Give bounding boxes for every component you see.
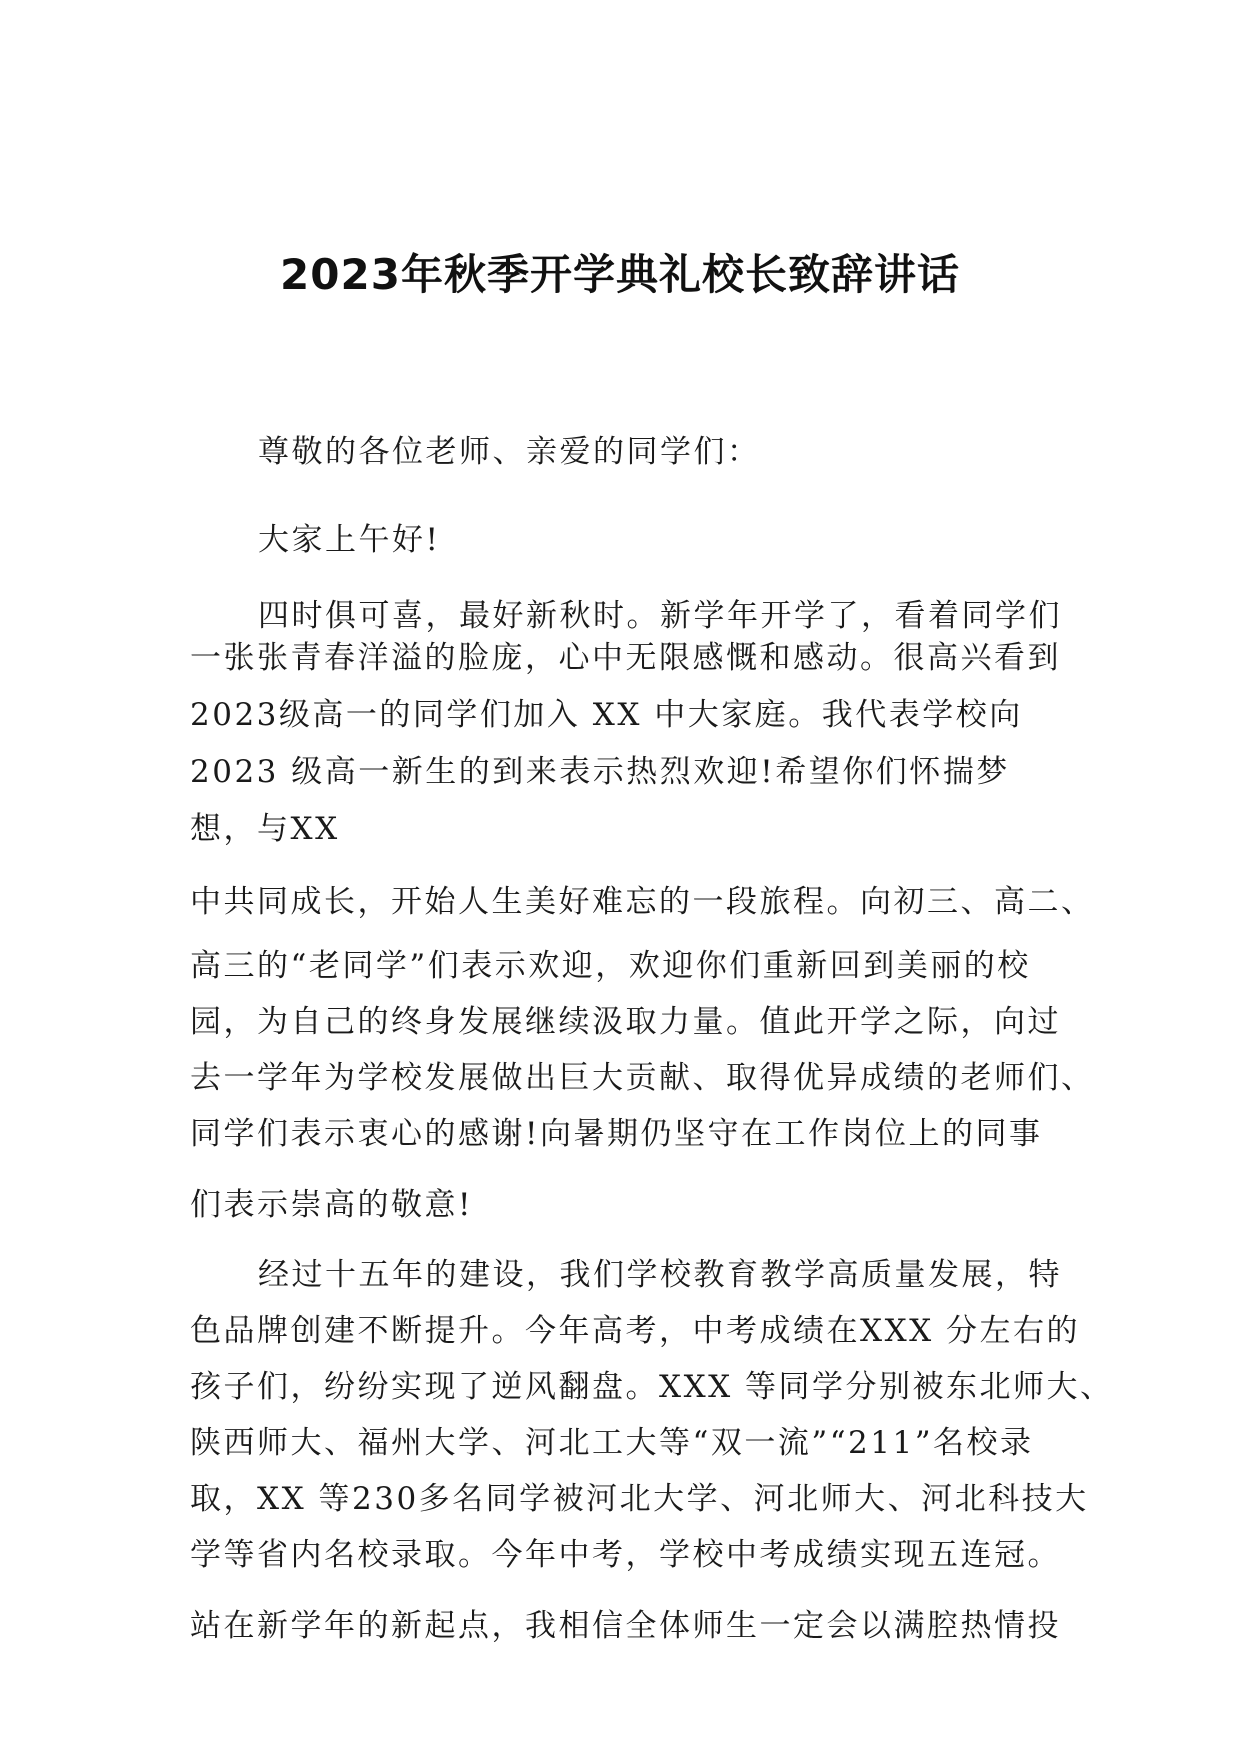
paragraph-line: 想，与XX [190, 811, 340, 847]
paragraph-line: 2023级高一的同学们加入 XX 中大家庭。我代表学校向 [190, 697, 1023, 733]
paragraph-line: 经过十五年的建设，我们学校教育教学高质量发展，特 [258, 1257, 1062, 1293]
paragraph-line: 2023 级高一新生的到来表示热烈欢迎!希望你们怀揣梦 [190, 754, 1010, 790]
paragraph-line: 学等省内名校录取。今年中考，学校中考成绩实现五连冠。 [190, 1537, 1061, 1573]
paragraph-line: 站在新学年的新起点，我相信全体师生一定会以满腔热情投 [190, 1608, 1061, 1644]
page-title: 2023年秋季开学典礼校长致辞讲话 [280, 250, 960, 299]
salutation-line: 尊敬的各位老师、亲爱的同学们： [258, 434, 761, 470]
paragraph-line: 色品牌创建不断提升。今年高考，中考成绩在XXX 分左右的 [190, 1313, 1081, 1349]
paragraph-line: 同学们表示衷心的感谢!向暑期仍坚守在工作岗位上的同事 [190, 1116, 1043, 1152]
paragraph-line: 中共同成长，开始人生美好难忘的一段旅程。向初三、高二、 [190, 884, 1095, 920]
paragraph-line: 孩子们，纷纷实现了逆风翻盘。XXX 等同学分别被东北师大、 [190, 1369, 1114, 1405]
greeting-line: 大家上午好! [258, 522, 441, 558]
paragraph-line: 一张张青春洋溢的脸庞，心中无限感慨和感动。很高兴看到 [190, 640, 1061, 676]
paragraph-line: 陕西师大、福州大学、河北工大等“双一流”“211”名校录 [190, 1425, 1034, 1461]
paragraph-line: 高三的“老同学”们表示欢迎，欢迎你们重新回到美丽的校 [190, 948, 1031, 984]
paragraph-line: 园，为自己的终身发展继续汲取力量。值此开学之际，向过 [190, 1004, 1061, 1040]
paragraph-line: 们表示崇高的敬意! [190, 1187, 473, 1223]
paragraph-line: 四时俱可喜，最好新秋时。新学年开学了，看着同学们 [258, 598, 1062, 634]
paragraph-line: 去一学年为学校发展做出巨大贡献、取得优异成绩的老师们、 [190, 1060, 1095, 1096]
paragraph-line: 取，XX 等230多名同学被河北大学、河北师大、河北科技大 [190, 1481, 1089, 1517]
